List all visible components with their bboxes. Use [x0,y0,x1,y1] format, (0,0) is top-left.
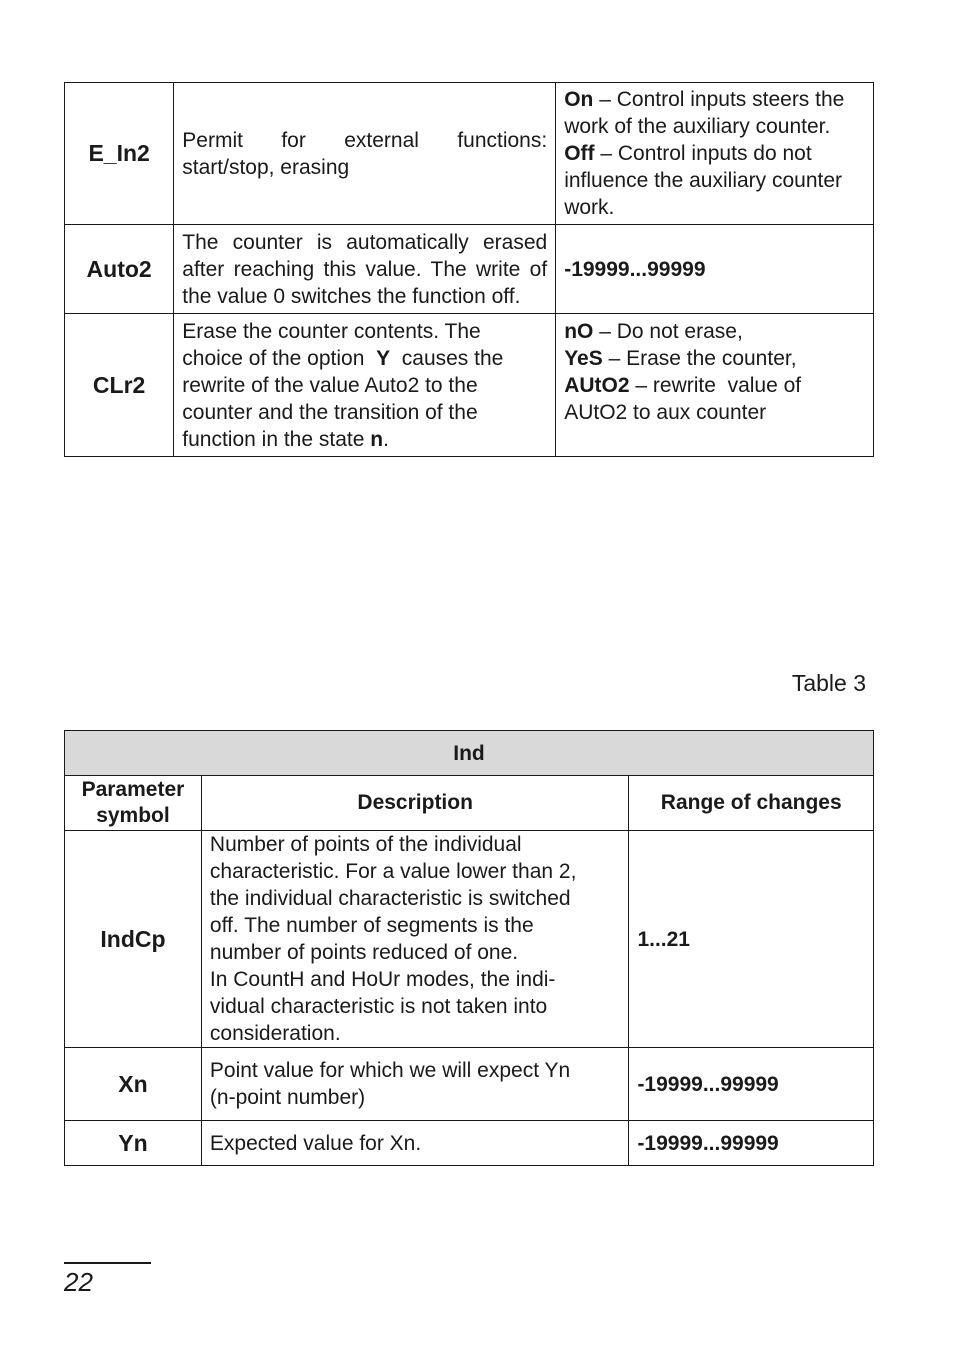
table-row [65,831,874,1048]
description-line: . [383,427,389,451]
description-line: rewrite of the value Auto2 to the [182,373,478,397]
description-line: counter and the transition of the [182,400,478,424]
parameter-symbol: E_In2 [65,83,174,225]
parameter-description [201,1048,629,1121]
parameter-range [556,314,874,457]
parameter-range: -19999...99999 [629,1048,874,1121]
option-key: YeS [564,347,603,370]
page-number: 22 [64,1267,93,1297]
column-header-range: Range of changes [629,776,874,831]
description-line: function in the state [182,427,371,451]
table-group-header: Ind [65,731,874,776]
table-caption: Table 3 [791,670,866,696]
option-key: n [370,427,384,451]
description-line: Number of points of the individual [209,833,522,856]
parameter-description [174,314,556,457]
column-header-symbol: Parameter symbol [65,776,202,831]
parameter-symbol: CLr2 [65,314,174,457]
description-line: off. The number of segments is the [209,914,534,937]
parameter-description [201,831,629,1048]
page-number-rule [64,1262,151,1264]
option-text: – Do not erase, [593,320,743,343]
description-line: In CountH and HoUr modes, the indi- [209,968,556,991]
option-key: Off [564,142,595,165]
parameters-table-continued [64,82,874,457]
description-line: Point value for which we will expect Yn [209,1059,571,1082]
parameter-symbol: Auto2 [65,225,174,314]
parameter-range [556,83,874,225]
parameter-range: -19999...99999 [556,225,874,314]
parameter-symbol: Xn [65,1048,202,1121]
parameter-description: The counter is automatically erased after reaching this value. The write of the value 0 switches the function off. [174,225,556,314]
ind-parameters-table [64,730,874,1166]
option-text: – Control inputs steers the work of the auxiliary counter. [564,88,845,138]
description-line: Erase the counter contents. The [182,319,481,343]
table-row [65,83,874,225]
description-line: vidual characteristic is not taken into [209,995,548,1018]
description-line: consideration. [209,1022,341,1045]
description-line: (n-point number) [209,1086,366,1109]
column-header-row [65,776,874,831]
parameter-symbol: Yn [65,1121,202,1166]
parameter-description: Permit for external functions: start/stop, erasing [174,83,556,225]
table-row [65,225,874,314]
parameter-range: -19999...99999 [629,1121,874,1166]
description-line: choice of the option [182,346,377,370]
description-line: characteristic. For a value lower than 2, [209,860,577,883]
option-key: On [564,88,594,111]
description-line: causes the [390,346,504,370]
table-row [65,314,874,457]
description-line: the individual characteristic is switched [209,887,571,910]
parameter-symbol: IndCp [65,831,202,1048]
option-key: nO [564,320,594,343]
table-header-row [65,731,874,776]
option-text: – Erase the counter, [602,347,797,370]
table-row [65,1048,874,1121]
table-row [65,1121,874,1166]
option-text: – Control inputs do not influence the auxiliary counter work. [564,142,843,219]
option-key: Y [376,346,391,370]
parameter-description: Expected value for Xn. [201,1121,629,1166]
column-header-description: Description [201,776,629,831]
option-text: – rewrite value of [629,374,802,397]
description-line: number of points reduced of one. [209,941,519,964]
option-text: AUtO2 to aux counter [564,401,767,424]
option-key: AUtO2 [564,374,630,397]
parameter-range: 1...21 [629,831,874,1048]
